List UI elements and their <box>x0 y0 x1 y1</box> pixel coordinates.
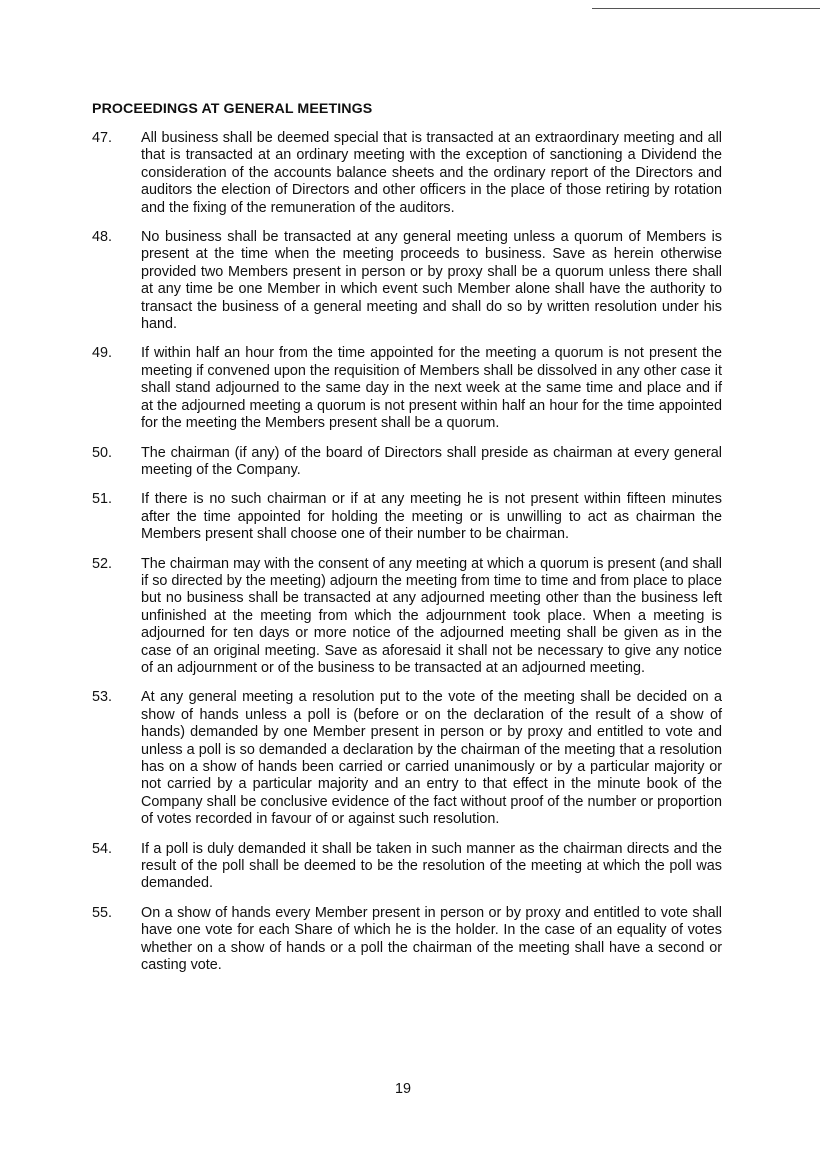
top-rule <box>592 8 820 9</box>
clause-text: The chairman (if any) of the board of Directors shall preside as chairman at every general meeting of the Company. <box>141 444 722 478</box>
clause-52 <box>92 556 722 678</box>
clause-number: 54. <box>92 840 113 857</box>
page-number: 19 <box>394 1081 411 1097</box>
clause-text: No business shall be transacted at any general meeting unless a quorum of Members is present at the time when the meeting proceeds to business. Save as herein otherwise provided two Members present in person or by proxy shall be a quorum unless there shall at any time be one Member in which event such Member alone shall have the authority to transact the business of a general meeting and shall do so by written resolution under his hand. <box>141 229 722 333</box>
clause-47 <box>92 130 722 217</box>
clause-48 <box>92 229 722 333</box>
clause-text: If a poll is duly demanded it shall be taken in such manner as the chairman directs and the result of the poll shall be deemed to be the resolution of the meeting at which the poll was demanded. <box>141 840 722 892</box>
clause-number: 48. <box>92 229 113 246</box>
clause-49 <box>92 345 722 432</box>
clause-51 <box>92 491 722 543</box>
clause-53 <box>92 689 722 828</box>
clause-number: 47. <box>92 130 113 146</box>
clause-number: 53. <box>92 689 113 706</box>
clause-number: 52. <box>92 555 113 572</box>
clause-55 <box>92 905 722 975</box>
clause-text: If within half an hour from the time appointed for the meeting a quorum is not present the meeting if convened upon the requisition of Members shall be dissolved in any other case it shall stand adjourned to the same day in the next week at the same time and place and if at the adjourned meeting a quorum is not present within half an hour for the time appointed for the meeting the Members present shall be a quorum. <box>141 345 722 432</box>
clause-number: 51. <box>92 491 113 508</box>
clause-text: On a show of hands every Member present in person or by proxy and entitled to vote shall have one vote for each Share of which he is the holder. In the case of an equality of votes whether on a show of hands or a poll the chairman of the meeting shall have a second or casting vote. <box>141 904 722 974</box>
clause-54 <box>92 841 722 893</box>
clause-number: 49. <box>92 345 113 362</box>
section-heading: PROCEEDINGS AT GENERAL MEETINGS <box>92 101 373 117</box>
document-page <box>92 100 722 986</box>
clause-text: At any general meeting a resolution put to the vote of the meeting shall be decided on a show of hands unless a poll is (before or on the declaration of the result of a show of hands) demanded by one Member present in person or by proxy and entitled to vote and unless a poll is so demanded a declaration by the chairman of the meeting that a resolution has on a show of hands been carried or carried unanimously or by a particular majority or not carried by a particular majority and an entry to that effect in the minute book of the Company shall be conclusive evidence of the fact without proof of the number or proportion of votes recorded in favour of or against such resolution. <box>141 689 722 828</box>
clause-number: 55. <box>92 904 113 921</box>
clause-text: If there is no such chairman or if at any meeting he is not present within fifteen minutes after the time appointed for holding the meeting or is unwilling to act as chairman the Members present shall choose one of their number to be chairman. <box>141 491 722 543</box>
clause-text: The chairman may with the consent of any meeting at which a quorum is present (and shall if so directed by the meeting) adjourn the meeting from time to time and from place to place but no business shall be transacted at any adjourned meeting other than the business left unfinished at the meeting from which the adjournment took place. When a meeting is adjourned for ten days or more notice of the adjourned meeting shall be given as in the case of an original meeting. Save as aforesaid it shall not be necessary to give any notice of an adjournment or of the business to be transacted at an adjourned meeting. <box>141 555 722 676</box>
clause-text: All business shall be deemed special that is transacted at an extraordinary meeting and all that is transacted at an ordinary meeting with the exception of sanctioning a Dividend the consideration of the accounts balance sheets and the ordinary report of the Directors and auditors the election of Directors and other officers in the place of those retiring by rotation and the fixing of the remuneration of the auditors. <box>141 130 722 216</box>
clause-50 <box>92 445 722 480</box>
clause-number: 50. <box>92 444 113 461</box>
